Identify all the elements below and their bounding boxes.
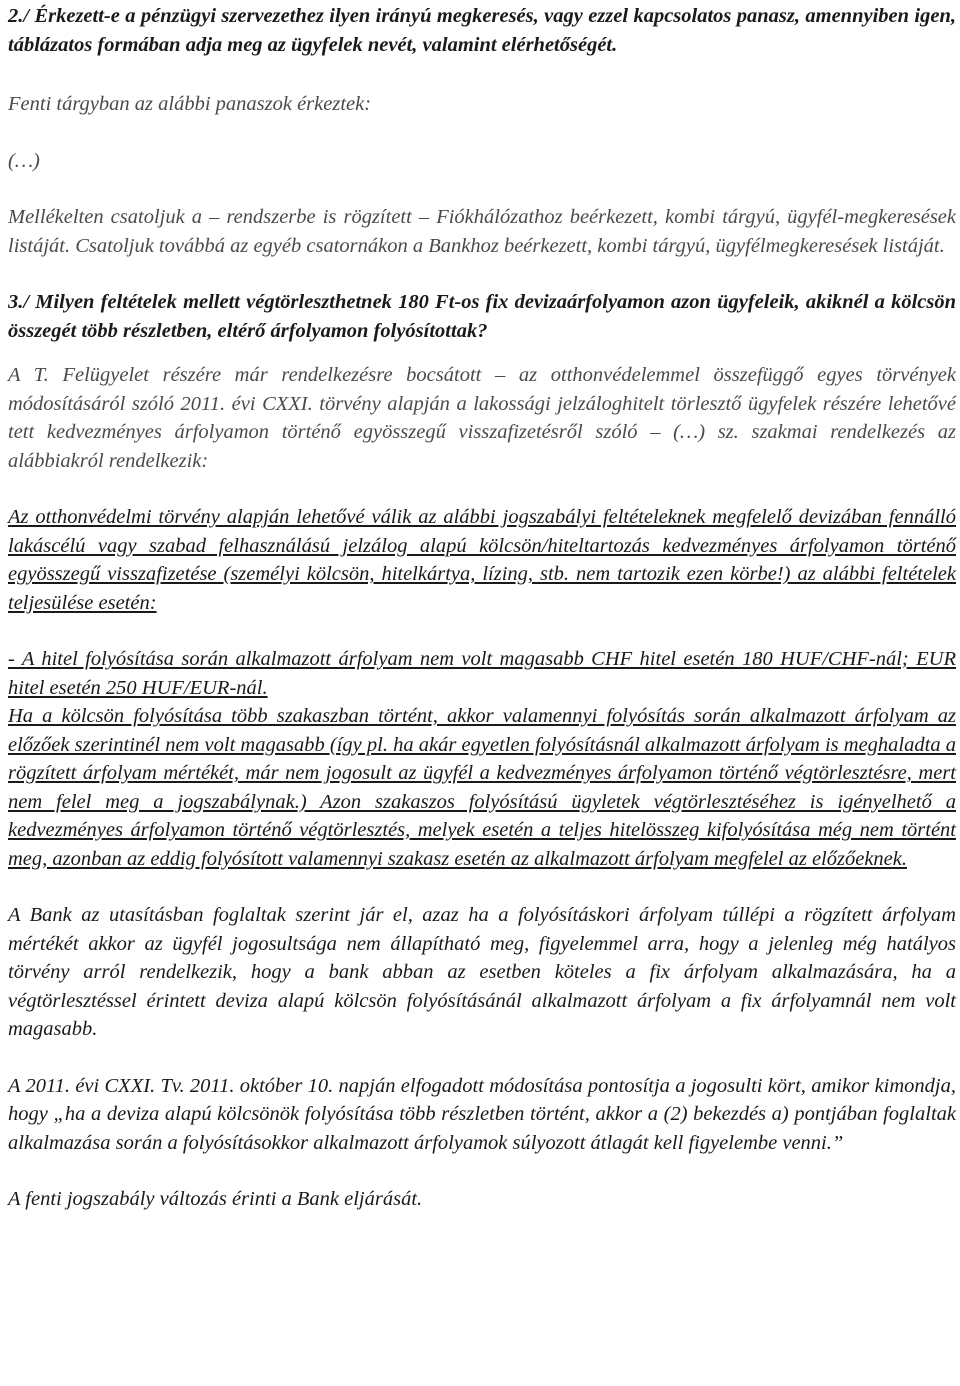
answer-3-condition-1: - A hitel folyósítása során alkalmazott árfolyam nem volt magasabb CHF hitel esetén 180 HUF/CHF-nál; EUR hitel esetén 250 HUF/EUR-nál. bbox=[8, 648, 956, 699]
question-3: 3./ Milyen feltételek mellett végtörleszthetnek 180 Ft-os fix devizaárfolyamon azon ügyfeleik, akiknél a kölcsön összegét több részletben, eltérő árfolyamon folyósítottak? bbox=[8, 291, 956, 342]
attachment-sentence-1: Mellékelten csatoljuk a – rendszerbe is rögzített – Fiókhálózathoz beérkezett, kombi tárgyú, ügyfél-megkeresések listáját. bbox=[8, 206, 956, 257]
answer-3-condition-2: Ha a kölcsön folyósítása több szakaszban történt, akkor valamennyi folyósítás során alkalmazott árfolyam az előzőek szerintinél nem volt magasabb (így pl. ha akár egyetlen folyósításnál alkalmazott árfolyam is meghaladta a rögzített árfolyam mértékét, már nem jogosult az ügyfél a kedvezményes árfolyamon történő végtörlesztésre, mert nem felel meg a jogszabálynak.) Azon szakaszos folyósítású ügyletek végtörlesztéséhez is igényelhető a kedvezményes árfolyamon történő végtörlesztés, melyek esetén a teljes hitelösszeg kifolyósítása még nem történt meg, azonban az eddig folyósított valamennyi szakasz esetén az alkalmazott árfolyam megfelel az előzőeknek. bbox=[8, 705, 956, 870]
question-2: 2./ Érkezett-e a pénzügyi szervezethez ilyen irányú megkeresés, vagy ezzel kapcsolatos panasz, amennyiben igen, táblázatos formában adja meg az ügyfelek nevét, valamint elérhetőségét. bbox=[8, 5, 956, 56]
answer-3-paragraph-1: A T. Felügyelet részére már rendelkezésre bocsátott – az otthonvédelemmel összefüggő egyes törvények módosításáról szóló 2011. évi CXXI. törvény alapján a lakossági jelzáloghitelt törlesztő ügyfelek részére lehetővé tett kedvezményes árfolyamon történő egyösszegű visszafizetésről szóló – (…) sz. szakmai rendelkezés az alábbiakról rendelkezik: bbox=[8, 364, 956, 472]
attachment-sentence-2: Csatoljuk továbbá az egyéb csatornákon a Bankhoz beérkezett, kombi tárgyú, ügyfélmegkeresések listáját. bbox=[75, 234, 945, 257]
document-page bbox=[8, 0, 956, 1214]
answer-3-paragraph-7: A fenti jogszabály változás érinti a Bank eljárását. bbox=[8, 1188, 423, 1210]
answer-2-attachment bbox=[8, 203, 956, 260]
answer-3-paragraph-6: A 2011. évi CXXI. Tv. 2011. október 10. napján elfogadott módosítása pontosítja a jogosulti kört, amikor kimondja, hogy „ha a deviza alapú kölcsönök folyósítása több részletben történt, akkor a (2) bekezdés a) pontjában foglaltak alkalmazása során a folyósításokkor alkalmazott árfolyamok súlyozott átlagát kell figyelembe venni.” bbox=[8, 1074, 956, 1154]
answer-2-ellipsis: (…) bbox=[8, 149, 40, 172]
answer-3-paragraph-5: A Bank az utasításban foglaltak szerint jár el, azaz ha a folyósításkori árfolyam túllépi a rögzített árfolyam mértékét akkor az ügyfél jogosultsága nem állapítható meg, figyelemmel arra, hogy a jelenleg még hatályos törvény arról rendelkezik, hogy a bank abban az esetben köteles a fix árfolyam alkalmazására, ha a végtörlesztéssel érintett deviza alapú kölcsön folyósításánál alkalmazott árfolyam a fix árfolyamnál nem volt magasabb. bbox=[8, 904, 956, 1040]
spacer bbox=[8, 59, 956, 87]
answer-3-paragraph-2: Az otthonvédelmi törvény alapján lehetővé válik az alábbi jogszabályi feltételeknek megfelelő devizában fennálló lakáscélú vagy szabad felhasználású jelzálog alapú kölcsön/hiteltartozás kedvezményes árfolyamon történő egyösszegű visszafizetése (személyi kölcsön, hitelkártya, lízing, stb. nem tartozik ezen körbe!) az alábbi feltételek teljesülése esetén: bbox=[8, 506, 956, 614]
answer-2-intro: Fenti tárgyban az alábbi panaszok érkeztek: bbox=[8, 93, 372, 115]
